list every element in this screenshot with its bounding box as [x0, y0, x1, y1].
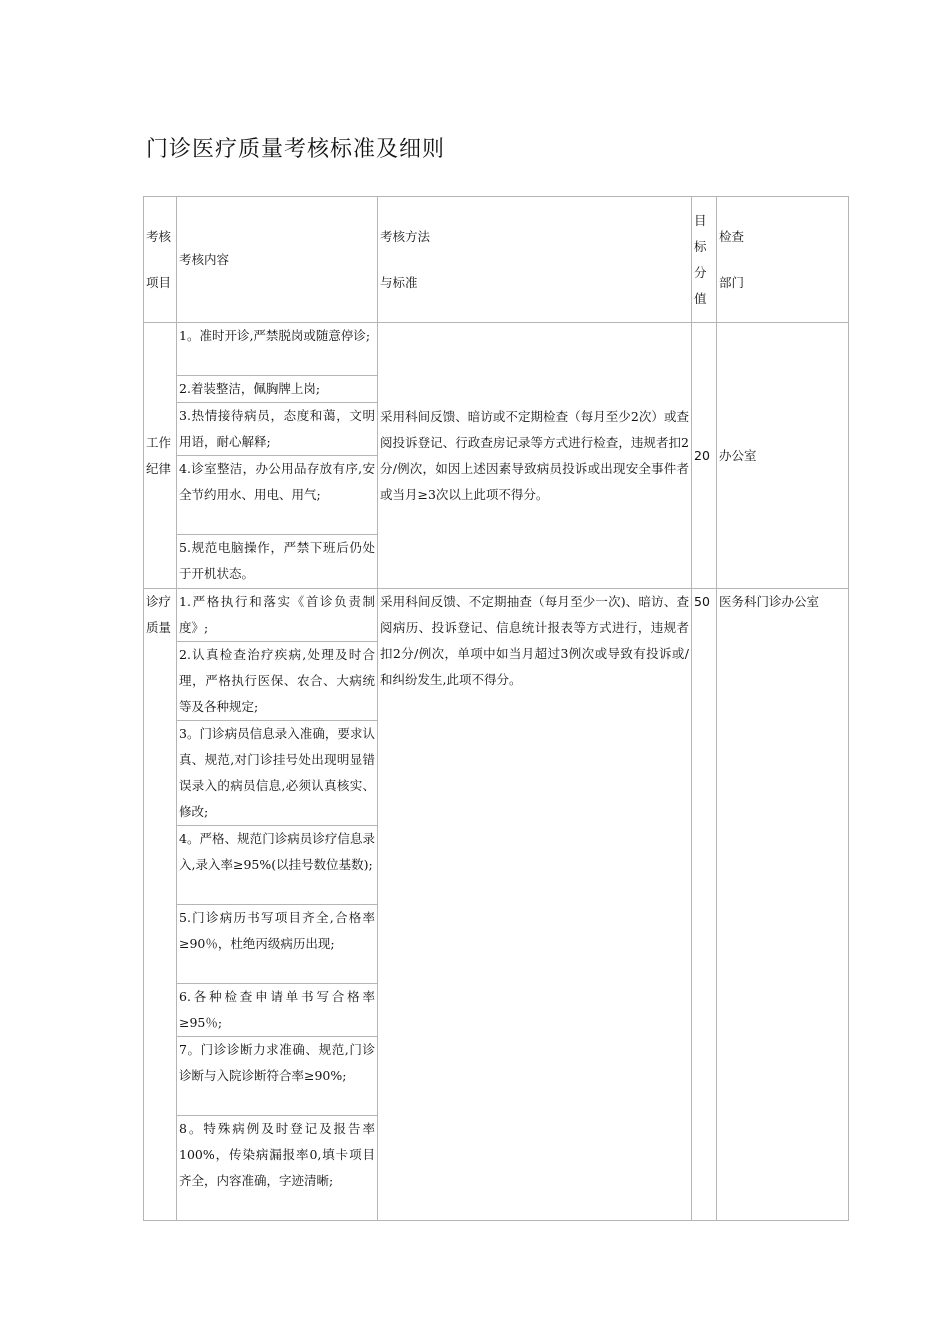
content-cell: 2.认真检查治疗疾病,处理及时合理，严格执行医保、农合、大病统等及各种规定; — [177, 642, 378, 721]
content-cell: 4。严格、规范门诊病员诊疗信息录入,录入率≥95%(以挂号数位基数); — [177, 826, 378, 905]
content-cell: 8。特殊病例及时登记及报告率100%，传染病漏报率0,填卡项目齐全，内容准确，字迹清晰; — [177, 1116, 378, 1221]
header-score-char2: 标 — [694, 238, 707, 254]
header-item-cell — [144, 197, 177, 323]
header-method-cell — [378, 197, 692, 323]
group-item-line1: 诊疗 — [146, 594, 172, 609]
header-score-char3: 分 — [694, 264, 707, 280]
header-dept-line2: 部门 — [719, 274, 745, 290]
table-row — [144, 323, 849, 376]
score-cell: 50 — [692, 589, 717, 1221]
header-method-line2: 与标准 — [380, 274, 418, 290]
content-cell: 1.严格执行和落实《首诊负责制度》; — [177, 589, 378, 642]
header-content: 考核内容 — [179, 251, 230, 267]
content-cell: 3。门诊病员信息录入准确，要求认真、规范,对门诊挂号处出现明显错误录入的病员信息,必须认真核实、修改; — [177, 721, 378, 826]
header-row — [144, 197, 849, 323]
content-cell: 3.热情接待病员，态度和蔼，文明用语，耐心解释; — [177, 403, 378, 456]
header-item-line1: 考核 — [146, 228, 172, 244]
group-item-line2: 质量 — [146, 620, 172, 635]
content-cell: 4.诊室整洁，办公用品存放有序,安全节约用水、用电、用气; — [177, 456, 378, 535]
score-cell: 20 — [692, 323, 717, 589]
content-cell: 6.各种检查申请单书写合格率≥95％; — [177, 984, 378, 1037]
header-method-line1: 考核方法 — [380, 228, 431, 244]
group-item-line2: 纪律 — [146, 460, 172, 476]
header-score-char4: 值 — [694, 290, 707, 306]
content-cell: 1。准时开诊,严禁脱岗或随意停诊; — [177, 323, 378, 376]
header-content-cell — [177, 197, 378, 323]
header-dept-cell — [717, 197, 849, 323]
header-item-line2: 项目 — [146, 274, 172, 290]
method-cell: 采用科间反馈、不定期抽查（每月至少一次)、暗访、查阅病历、投诉登记、信息统计报表等方式进行，违规者扣2分/例次，单项中如当月超过3例次或导致有投诉或/和纠纷发生,此项不得分。 — [378, 589, 692, 1221]
method-cell: 采用科间反馈、暗访或不定期检查（每月至少2次）或查阅投诉登记、行政查房记录等方式进行检查，违规者扣2分/例次，如因上述因素导致病员投诉或出现安全事件者或当月≥3次以上此项不得分。 — [378, 323, 692, 589]
dept-cell: 办公室 — [717, 323, 849, 589]
document-title: 门诊医疗质量考核标准及细则 — [146, 137, 446, 162]
assessment-table — [143, 196, 849, 1221]
group-item-cell — [144, 589, 177, 1221]
table-row — [144, 589, 849, 642]
content-cell: 7。门诊诊断力求准确、规范,门诊诊断与入院诊断符合率≥90%; — [177, 1037, 378, 1116]
header-score-char1: 目 — [694, 212, 707, 228]
content-cell: 5.规范电脑操作，严禁下班后仍处于开机状态。 — [177, 535, 378, 589]
content-cell: 2.着装整洁，佩胸牌上岗; — [177, 376, 378, 403]
group-item-cell — [144, 323, 177, 589]
header-score-cell — [692, 197, 717, 323]
content-cell: 5.门诊病历书写项目齐全,合格率≥90％，杜绝丙级病历出现; — [177, 905, 378, 984]
header-dept-line1: 检查 — [719, 228, 745, 244]
dept-cell: 医务科门诊办公室 — [717, 589, 849, 1221]
group-item-line1: 工作 — [146, 434, 172, 450]
